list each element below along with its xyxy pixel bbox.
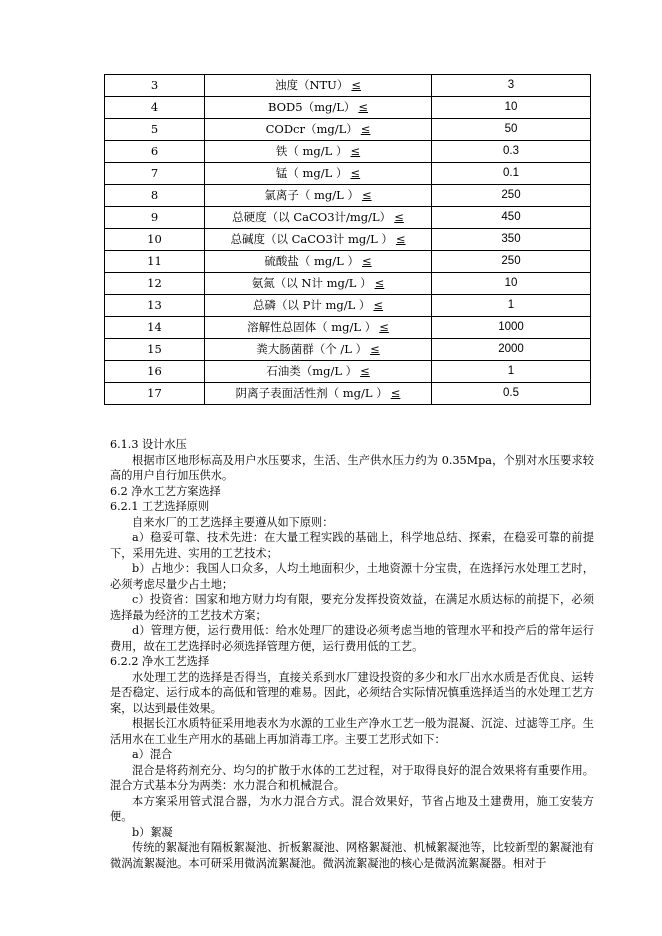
table-row [105, 361, 591, 383]
item-name: 硫酸盐（ mg/L ） [264, 254, 359, 268]
item-name: 锰（ mg/L ） [275, 166, 348, 180]
row-number: 16 [105, 361, 205, 383]
item-name: 阴离子表面活性剂（ mg/L ） [235, 386, 388, 400]
limit-value: 3 [432, 75, 591, 97]
row-number: 4 [105, 97, 205, 119]
section-heading-6-2-2: 6.2.2 净水工艺选择 [110, 655, 210, 668]
section-heading-6-1-3: 6.1.3 设计水压 [110, 438, 187, 451]
item-name: 石油类（mg/L ） [266, 364, 358, 378]
item-name: 总碱度（以 CaCO3计 mg/L ） [230, 232, 393, 246]
table-row [105, 295, 591, 317]
item-name: 铁（ mg/L ） [275, 144, 348, 158]
table-row [105, 207, 591, 229]
item-cell [205, 383, 432, 405]
table-row [105, 141, 591, 163]
row-number: 10 [105, 229, 205, 251]
limit-value: 10 [432, 97, 591, 119]
limit-value: 0.5 [432, 383, 591, 405]
item-name: CODcr（mg/L） [265, 122, 358, 136]
row-number: 9 [105, 207, 205, 229]
item-name: BOD5（mg/L） [267, 100, 356, 114]
le-symbol: ≤ [360, 364, 370, 378]
table-row [105, 273, 591, 295]
item-cell [205, 273, 432, 295]
le-symbol: ≤ [351, 78, 362, 92]
row-number: 14 [105, 317, 205, 339]
item-cell [205, 75, 432, 97]
limit-value: 50 [432, 119, 591, 141]
table-row [105, 317, 591, 339]
item-cell [205, 295, 432, 317]
item-name: 浊度（NTU） [274, 78, 349, 92]
row-number: 12 [105, 273, 205, 295]
item-name: 总硬度（以 CaCO3计/mg/L） [232, 210, 392, 224]
limit-value: 450 [432, 207, 591, 229]
table-row [105, 251, 591, 273]
item-cell [205, 317, 432, 339]
limit-value: 2000 [432, 339, 591, 361]
paragraph: 混合是将药剂充分、均匀的扩散于水体的工艺过程，对于取得良好的混合效果将有重要作用。混合方式基本分为两类：水力混合和机械混合。 [110, 763, 594, 792]
list-item: b）占地少：我国人口众多，人均土地面积少，土地资源十分宝贵，在选择污水处理工艺时，必须考虑尽量少占土地； [110, 562, 594, 591]
row-number: 8 [105, 185, 205, 207]
list-item: d）管理方便，运行费用低：给水处理厂的建设必须考虑当地的管理水平和投产后的常年运行费用，故在工艺选择时必须选择管理方便，运行费用低的工艺。 [110, 624, 594, 653]
item-cell [205, 251, 432, 273]
le-symbol: ≤ [350, 166, 361, 180]
row-number: 15 [105, 339, 205, 361]
le-symbol: ≤ [361, 254, 372, 268]
row-number: 7 [105, 163, 205, 185]
le-symbol: ≤ [358, 100, 369, 114]
table-row [105, 97, 591, 119]
limit-value: 250 [432, 185, 591, 207]
item-cell [205, 163, 432, 185]
le-symbol: ≤ [373, 298, 384, 312]
row-number: 13 [105, 295, 205, 317]
subheading-mixing: a）混合 [132, 748, 173, 761]
limit-value: 0.3 [432, 141, 591, 163]
item-cell [205, 361, 432, 383]
section-heading-6-2: 6.2 净水工艺方案选择 [110, 484, 221, 498]
item-cell [205, 207, 432, 229]
item-name: 氨氮（以 N计 mg/L ） [251, 276, 372, 290]
section-heading-6-2-1: 6.2.1 工艺选择原则 [110, 500, 210, 513]
row-number: 6 [105, 141, 205, 163]
row-number: 11 [105, 251, 205, 273]
table-row [105, 75, 591, 97]
row-number: 17 [105, 383, 205, 405]
le-symbol: ≤ [395, 232, 406, 246]
le-symbol: ≤ [379, 320, 389, 334]
item-cell [205, 185, 432, 207]
item-cell [205, 97, 432, 119]
paragraph: 自来水厂的工艺选择主要遵从如下原则： [132, 515, 334, 529]
item-name: 总磷（以 P计 mg/L ） [252, 298, 371, 312]
limit-value: 1000 [432, 317, 591, 339]
paragraph: 根据长江水质特征采用地表水为水源的工业生产净水工艺一般为混凝、沉淀、过滤等工序。生活用水在工业生产用水的基础上再加消毒工序。主要工艺形式如下： [110, 717, 594, 746]
le-symbol: ≤ [394, 210, 404, 224]
subheading-flocculation: b）絮凝 [132, 825, 173, 839]
item-name: 粪大肠菌群（个 /L ） [256, 342, 368, 356]
table-body [105, 75, 591, 405]
limit-value: 250 [432, 251, 591, 273]
list-item: c）投资省：国家和地方财力均有限，要充分发挥投资效益，在满足水质达标的前提下，必须选择最为经济的工艺技术方案； [110, 593, 594, 622]
table-row [105, 163, 591, 185]
row-number: 3 [105, 75, 205, 97]
item-cell [205, 119, 432, 141]
row-number: 5 [105, 119, 205, 141]
limit-value: 350 [432, 229, 591, 251]
water-quality-table [104, 74, 591, 405]
item-cell [205, 339, 432, 361]
table-row [105, 119, 591, 141]
item-cell [205, 141, 432, 163]
item-name: 氯离子（ mg/L ） [264, 188, 359, 202]
le-symbol: ≤ [390, 386, 401, 400]
limit-value: 10 [432, 273, 591, 295]
paragraph: 传统的絮凝池有隔板絮凝池、折板絮凝池、网格絮凝池、机械絮凝池等，比较新型的絮凝池有微涡流絮凝池。本可研采用微涡流絮凝池。微涡流絮凝池的核心是微涡流絮凝器。相对于 [110, 841, 594, 870]
table-row [105, 383, 591, 405]
le-symbol: ≤ [361, 188, 372, 202]
list-item: a）稳妥可靠、技术先进：在大量工程实践的基础上，科学地总结、探索，在稳妥可靠的前提下，采用先进、实用的工艺技术； [110, 531, 594, 560]
item-name: 溶解性总固体（ mg/L ） [247, 320, 377, 334]
limit-value: 0.1 [432, 163, 591, 185]
table-row [105, 229, 591, 251]
paragraph: 水处理工艺的选择是否得当，直接关系到水厂建设投资的多少和水厂出水水质是否优良、运转是否稳定、运行成本的高低和管理的难易。因此，必须结合实际情况慎重选择适当的水处理工艺方案，以达到最佳效果。 [110, 670, 594, 715]
table-row [105, 339, 591, 361]
table-row [105, 185, 591, 207]
le-symbol: ≤ [350, 144, 361, 158]
le-symbol: ≤ [374, 276, 385, 290]
le-symbol: ≤ [370, 342, 380, 356]
paragraph: 本方案采用管式混合器，为水力混合方式。混合效果好，节省占地及土建费用，施工安装方便。 [110, 794, 594, 823]
limit-value: 1 [432, 295, 591, 317]
limit-value: 1 [432, 361, 591, 383]
le-symbol: ≤ [360, 122, 371, 136]
paragraph: 根据市区地形标高及用户水压要求，生活、生产供水压力约为 0.35Mpa，个别对水压要求较高的用户自行加压供水。 [110, 453, 594, 482]
document-body [110, 437, 594, 871]
item-cell [205, 229, 432, 251]
